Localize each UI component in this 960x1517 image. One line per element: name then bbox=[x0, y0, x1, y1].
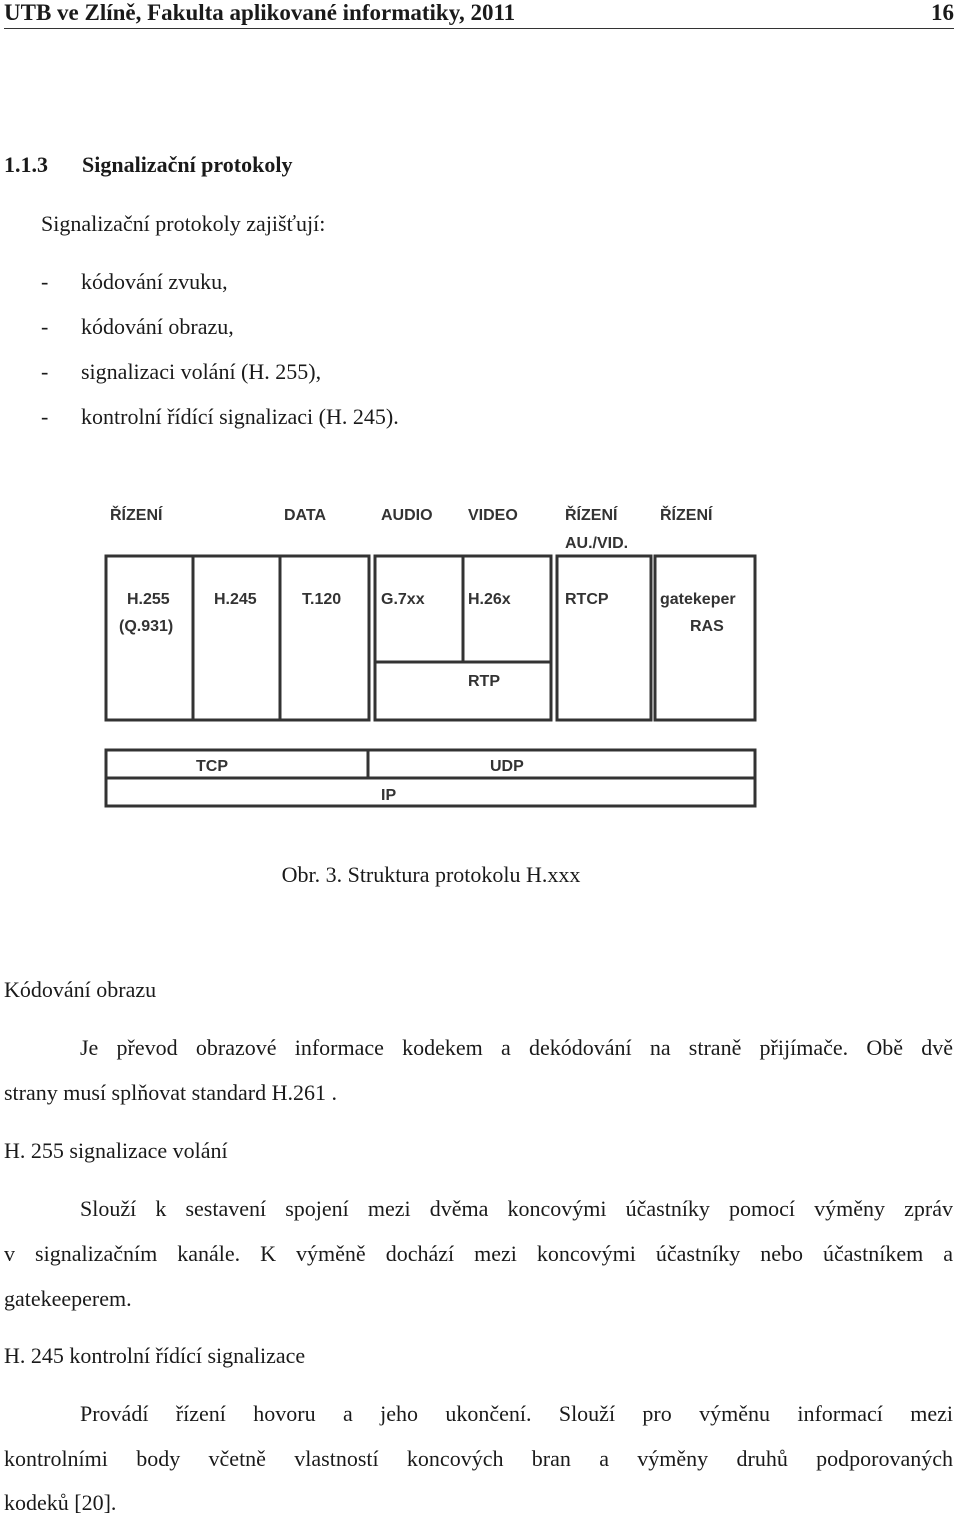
section-number: 1.1.3 bbox=[4, 152, 48, 177]
label-rtp: RTP bbox=[468, 673, 500, 690]
header-rizeni-1: ŘÍZENÍ bbox=[110, 507, 163, 524]
section-title: Signalizační protokoly bbox=[82, 152, 293, 177]
label-udp: UDP bbox=[490, 758, 524, 775]
paragraph-line: strany musí splňovat standard H.261 . bbox=[4, 1080, 338, 1105]
box-h26x bbox=[463, 556, 551, 662]
label-q931: (Q.931) bbox=[119, 618, 174, 635]
box-tcp bbox=[106, 750, 368, 778]
box-t120 bbox=[280, 556, 369, 720]
running-title: UTB ve Zlíně, Fakulta aplikované informatiky, 2011 bbox=[4, 0, 516, 25]
list-item: - signalizaci volání (H. 255), bbox=[41, 359, 322, 384]
list-item: - kontrolní řídící signalizaci (H. 245). bbox=[41, 404, 399, 429]
label-ras: RAS bbox=[690, 618, 724, 635]
header-rizeni-2: ŘÍZENÍ bbox=[565, 507, 618, 524]
list-item: - kódování zvuku, bbox=[41, 269, 228, 294]
header-rizeni-3: ŘÍZENÍ bbox=[660, 507, 713, 524]
label-g7xx: G.7xx bbox=[381, 591, 425, 608]
intro-text: Signalizační protokoly zajišťují: bbox=[41, 211, 326, 236]
box-udp bbox=[368, 750, 755, 778]
label-ip: IP bbox=[381, 787, 397, 804]
box-h245 bbox=[193, 556, 280, 720]
box-rtp bbox=[375, 662, 551, 720]
page-header bbox=[4, 0, 954, 29]
paragraph-line: Provádí řízení hovoru a jeho ukončení. Slouží pro výměnu informací mezi bbox=[80, 1401, 953, 1426]
paragraph-line: kodeků [20]. bbox=[4, 1490, 117, 1515]
figure-caption: Obr. 3. Struktura protokolu H.xxx bbox=[281, 862, 581, 887]
paragraph-line: Je převod obrazové informace kodekem a dekódování na straně přijímače. Obě dvě bbox=[80, 1035, 953, 1060]
label-gatekeeper: gatekeper bbox=[660, 591, 736, 608]
box-h255 bbox=[106, 556, 193, 720]
box-ip bbox=[106, 778, 755, 806]
heading-h255: H. 255 signalizace volání bbox=[4, 1138, 228, 1163]
list-item: - kódování obrazu, bbox=[41, 314, 234, 339]
paragraph-line: kontrolními body včetně vlastností koncových bran a výměny druhů podporovaných bbox=[4, 1446, 953, 1471]
label-t120: T.120 bbox=[302, 591, 342, 608]
paragraph-line: v signalizačním kanále. K výměně dochází mezi koncovými účastníky nebo účastníkem a bbox=[4, 1241, 953, 1266]
header-audio: AUDIO bbox=[381, 507, 433, 524]
heading-h245: H. 245 kontrolní řídící signalizace bbox=[4, 1343, 306, 1368]
protocol-structure-figure bbox=[0, 490, 960, 820]
page-number: 16 bbox=[931, 0, 954, 25]
section-heading bbox=[4, 151, 292, 179]
label-h255: H.255 bbox=[127, 591, 170, 608]
paragraph-line: Slouží k sestavení spojení mezi dvěma koncovými účastníky pomocí výměny zpráv bbox=[80, 1196, 953, 1221]
box-gatekeeper bbox=[655, 556, 755, 720]
label-tcp: TCP bbox=[196, 758, 228, 775]
header-video: VIDEO bbox=[468, 507, 518, 524]
label-h26x: H.26x bbox=[468, 591, 511, 608]
header-au-vid: AU./VID. bbox=[565, 535, 629, 552]
paragraph-line: gatekeeperem. bbox=[4, 1286, 132, 1311]
box-rtcp bbox=[557, 556, 651, 720]
label-rtcp: RTCP bbox=[565, 591, 609, 608]
header-data: DATA bbox=[284, 507, 327, 524]
box-g7xx bbox=[375, 556, 463, 662]
label-h245: H.245 bbox=[214, 591, 257, 608]
protocol-diagram bbox=[0, 490, 960, 820]
heading-kodovani-obrazu: Kódování obrazu bbox=[4, 977, 157, 1002]
